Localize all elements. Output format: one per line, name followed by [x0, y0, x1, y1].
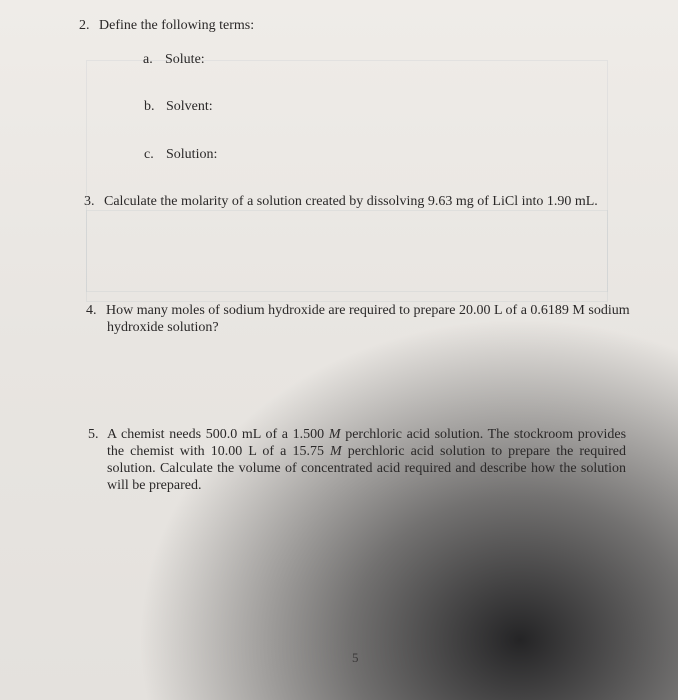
term-solution-letter: c. — [144, 147, 154, 162]
question-4-number: 4. — [86, 303, 97, 318]
page-number: 5 — [352, 650, 359, 665]
question-5-part-1: A chemist needs 500.0 mL of a 1.500 — [107, 427, 325, 442]
term-solution-label: Solution: — [166, 147, 218, 162]
question-4-line-2: hydroxide solution? — [107, 320, 219, 335]
question-3 — [84, 193, 598, 210]
term-solute-label: Solute: — [165, 52, 205, 67]
question-5-part-2: perchloric acid solution. The stockroom provides the chemist with 10.00 L of a 15.75 — [107, 427, 627, 459]
question-5-text — [107, 426, 626, 494]
question-2-number: 2. — [79, 18, 90, 33]
molarity-unit-b: M — [330, 444, 342, 459]
term-solute-letter: a. — [143, 52, 153, 67]
question-3-number: 3. — [84, 194, 95, 209]
question-5-number: 5. — [88, 427, 99, 442]
term-solvent-letter: b. — [144, 99, 155, 114]
term-solution — [144, 147, 217, 163]
question-2-text: Define the following terms: — [99, 18, 255, 33]
question-5-part-3: perchloric acid solution to prepare the required solution. Calculate the volume of concentrated acid required and describe how the solution will be prepared. — [107, 444, 627, 493]
term-solute — [143, 52, 205, 68]
term-solvent-label: Solvent: — [166, 99, 213, 114]
molarity-unit-a: M — [328, 427, 341, 442]
question-4-line-1: How many moles of sodium hydroxide are required to prepare 20.00 L of a 0.6189 M sodium — [106, 303, 630, 318]
question-5 — [88, 426, 626, 494]
question-4 — [86, 302, 631, 336]
question-3-text: Calculate the molarity of a solution created by dissolving 9.63 mg of LiCl into 1.90 mL. — [104, 194, 598, 209]
term-solvent — [144, 99, 213, 115]
question-2 — [79, 17, 254, 34]
bleed-through-table-2 — [86, 210, 608, 292]
